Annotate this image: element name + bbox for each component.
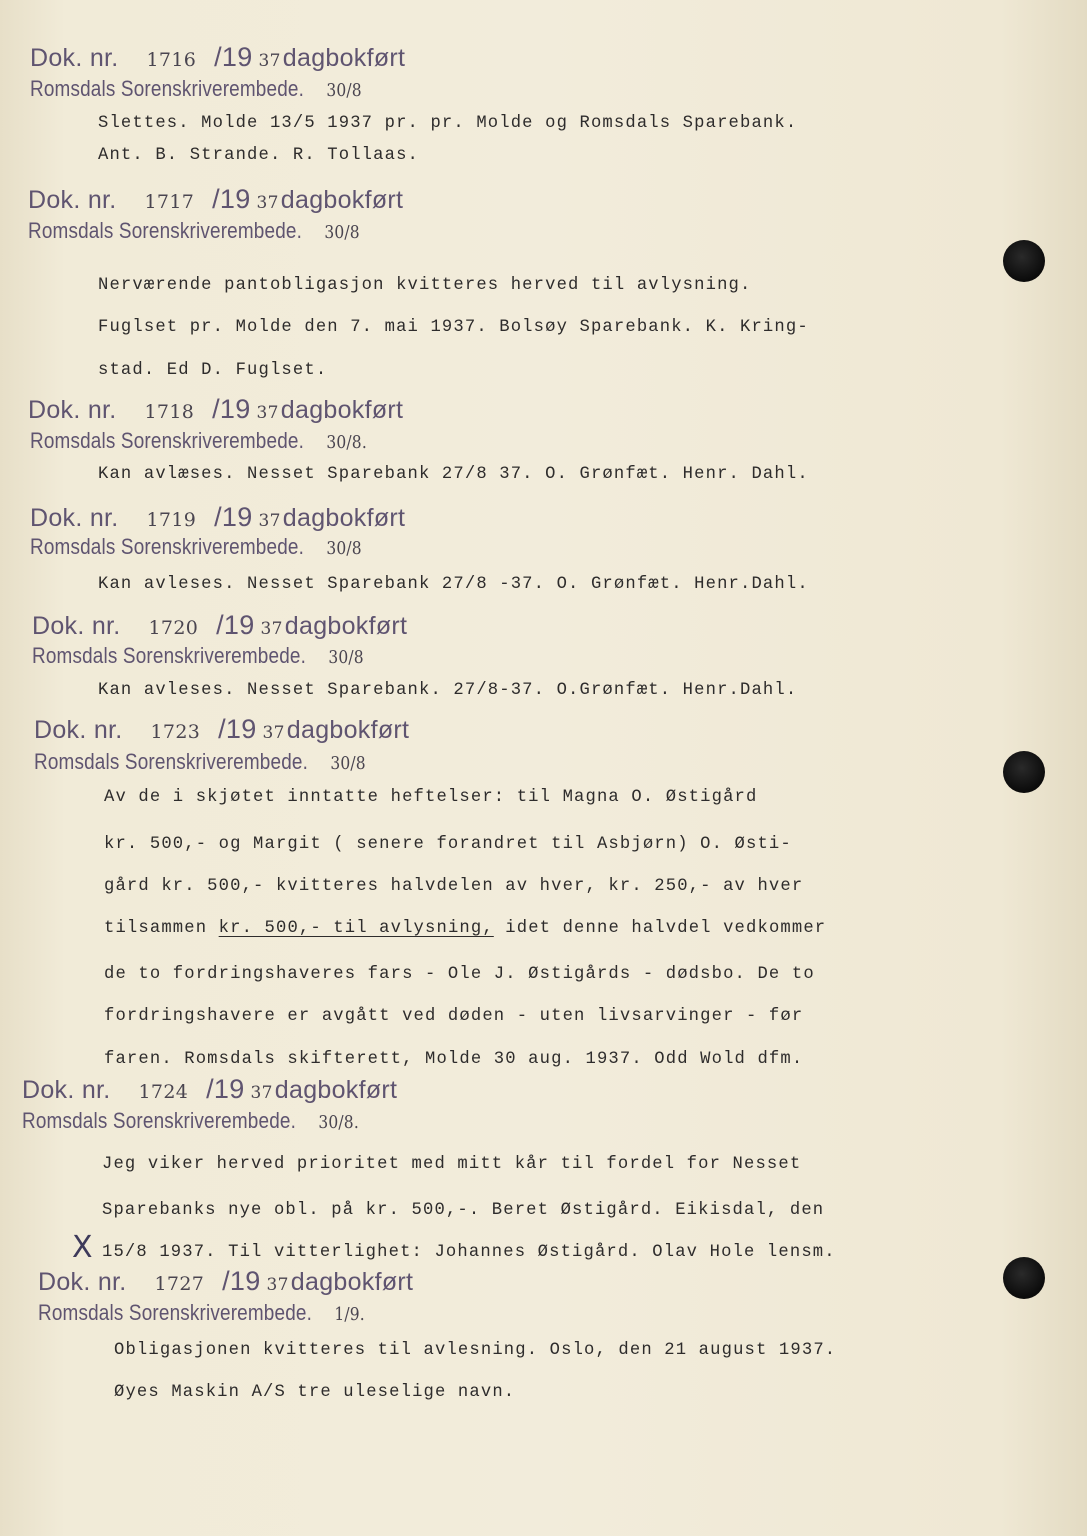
stamp-header xyxy=(28,184,403,215)
entry-text-line: Øyes Maskin A/S tre uleselige navn. xyxy=(114,1383,516,1402)
entry-text-line: faren. Romsdals skifterett, Molde 30 aug. 1937. Odd Wold dfm. xyxy=(104,1050,804,1069)
dok-label: Dok. nr. xyxy=(32,612,121,640)
entry-text-line: Nerværende pantobligasjon kvitteres herved til avlysning. xyxy=(98,276,752,295)
entry-date: 30/8 xyxy=(330,753,366,774)
entry-text-line: Kan avlæses. Nesset Sparebank 27/8 37. O. Grønfæt. Henr. Dahl. xyxy=(98,465,809,484)
entry-date: 30/8 xyxy=(328,647,364,668)
doc-number: 1718 xyxy=(144,401,195,423)
stamp-office xyxy=(38,1300,365,1326)
stamp-header xyxy=(30,42,405,73)
entry-text-line: Kan avleses. Nesset Sparebank. 27/8-37. O.Grønfæt. Henr.Dahl. xyxy=(98,681,798,700)
office-label: Romsdals Sorenskriverembede. xyxy=(34,749,309,774)
year-prefix: /19 xyxy=(214,502,253,532)
year-suffix: 37 xyxy=(258,51,281,71)
margin-mark: X xyxy=(72,1230,93,1265)
entry-text-line: Slettes. Molde 13/5 1937 pr. pr. Molde og Romsdals Sparebank. xyxy=(98,114,798,133)
punch-hole xyxy=(1003,1257,1045,1299)
year-suffix: 37 xyxy=(266,1275,289,1295)
stamp-office xyxy=(22,1108,359,1134)
entry-text-line: fordringshavere er avgått ved døden - uten livsarvinger - før xyxy=(104,1007,804,1026)
entry-text-line: Av de i skjøtet inntatte heftelser: til Magna O. Østigård xyxy=(104,788,758,807)
stamp-office xyxy=(32,643,364,669)
doc-number: 1717 xyxy=(144,191,195,213)
entry-text-line: Sparebanks nye obl. på kr. 500,-. Beret Østigård. Eikisdal, den xyxy=(102,1201,825,1220)
text-segment: idet denne halvdel vedkommer xyxy=(505,919,827,938)
dagbok-label: dagbokført xyxy=(280,186,404,214)
office-label: Romsdals Sorenskriverembede. xyxy=(30,534,305,559)
entry-text-line: Obligasjonen kvitteres til avlesning. Oslo, den 21 august 1937. xyxy=(114,1341,837,1360)
entry-date: 30/8. xyxy=(318,1112,359,1133)
entry-text-line: 15/8 1937. Til vitterlighet: Johannes Østigård. Olav Hole lensm. xyxy=(102,1243,836,1262)
year-suffix: 37 xyxy=(250,1083,273,1103)
office-label: Romsdals Sorenskriverembede. xyxy=(28,218,303,243)
stamp-office xyxy=(30,76,362,102)
entry-date: 30/8 xyxy=(326,80,362,101)
dagbok-label: dagbokført xyxy=(274,1076,398,1104)
dok-label: Dok. nr. xyxy=(34,716,123,744)
doc-number: 1723 xyxy=(150,721,201,743)
stamp-header xyxy=(34,714,409,745)
entry-date: 30/8 xyxy=(326,538,362,559)
entry-text-line: de to fordringshaveres fars - Ole J. Østigårds - dødsbo. De to xyxy=(104,965,815,984)
stamp-header xyxy=(38,1266,413,1297)
dok-label: Dok. nr. xyxy=(30,44,119,72)
dagbok-label: dagbokført xyxy=(280,396,404,424)
entry-date: 30/8. xyxy=(326,432,367,453)
punch-hole xyxy=(1003,751,1045,793)
stamp-office xyxy=(30,534,362,560)
stamp-header xyxy=(30,502,405,533)
dok-label: Dok. nr. xyxy=(22,1076,111,1104)
entry-text-line: gård kr. 500,- kvitteres halvdelen av hver, kr. 250,- av hver xyxy=(104,877,804,896)
office-label: Romsdals Sorenskriverembede. xyxy=(22,1108,297,1133)
entry-text-line: Fuglset pr. Molde den 7. mai 1937. Bolsøy Sparebank. K. Kring- xyxy=(98,318,809,337)
year-suffix: 37 xyxy=(256,193,279,213)
office-label: Romsdals Sorenskriverembede. xyxy=(38,1300,313,1325)
office-label: Romsdals Sorenskriverembede. xyxy=(32,643,307,668)
year-prefix: /19 xyxy=(214,42,253,72)
dok-label: Dok. nr. xyxy=(28,396,117,424)
dok-label: Dok. nr. xyxy=(38,1268,127,1296)
underlined-segment: kr. 500,- til avlysning, xyxy=(218,919,494,938)
entry-text-line: Ant. B. Strande. R. Tollaas. xyxy=(98,146,419,165)
year-prefix: /19 xyxy=(206,1074,245,1104)
year-suffix: 37 xyxy=(262,723,285,743)
entry-text-line: stad. Ed D. Fuglset. xyxy=(98,361,328,380)
entry-text-line: Kan avleses. Nesset Sparebank 27/8 -37. O. Grønfæt. Henr.Dahl. xyxy=(98,575,809,594)
doc-number: 1724 xyxy=(138,1081,189,1103)
year-suffix: 37 xyxy=(260,619,283,639)
dok-label: Dok. nr. xyxy=(30,504,119,532)
year-prefix: /19 xyxy=(222,1266,261,1296)
dagbok-label: dagbokført xyxy=(282,44,406,72)
text-segment: tilsammen xyxy=(104,919,208,938)
doc-number: 1719 xyxy=(146,509,197,531)
doc-number: 1720 xyxy=(148,617,199,639)
dok-label: Dok. nr. xyxy=(28,186,117,214)
stamp-header xyxy=(28,394,403,425)
year-prefix: /19 xyxy=(216,610,255,640)
entry-text-line: kr. 500,- og Margit ( senere forandret til Asbjørn) O. Østi- xyxy=(104,835,792,854)
dagbok-label: dagbokført xyxy=(282,504,406,532)
year-prefix: /19 xyxy=(218,714,257,744)
stamp-office xyxy=(28,218,360,244)
dagbok-label: dagbokført xyxy=(284,612,408,640)
stamp-office xyxy=(30,428,367,454)
dagbok-label: dagbokført xyxy=(290,1268,414,1296)
stamp-office xyxy=(34,749,366,775)
stamp-header xyxy=(22,1074,397,1105)
entry-date: 1/9. xyxy=(334,1304,365,1325)
year-prefix: /19 xyxy=(212,184,251,214)
doc-number: 1716 xyxy=(146,49,197,71)
office-label: Romsdals Sorenskriverembede. xyxy=(30,428,305,453)
year-suffix: 37 xyxy=(256,403,279,423)
entry-text-line: Jeg viker herved prioritet med mitt kår til fordel for Nesset xyxy=(102,1155,802,1174)
entry-date: 30/8 xyxy=(324,222,360,243)
year-suffix: 37 xyxy=(258,511,281,531)
doc-number: 1727 xyxy=(154,1273,205,1295)
dagbok-label: dagbokført xyxy=(286,716,410,744)
office-label: Romsdals Sorenskriverembede. xyxy=(30,76,305,101)
stamp-header xyxy=(32,610,407,641)
entry-text-line xyxy=(104,919,826,938)
punch-hole xyxy=(1003,240,1045,282)
year-prefix: /19 xyxy=(212,394,251,424)
